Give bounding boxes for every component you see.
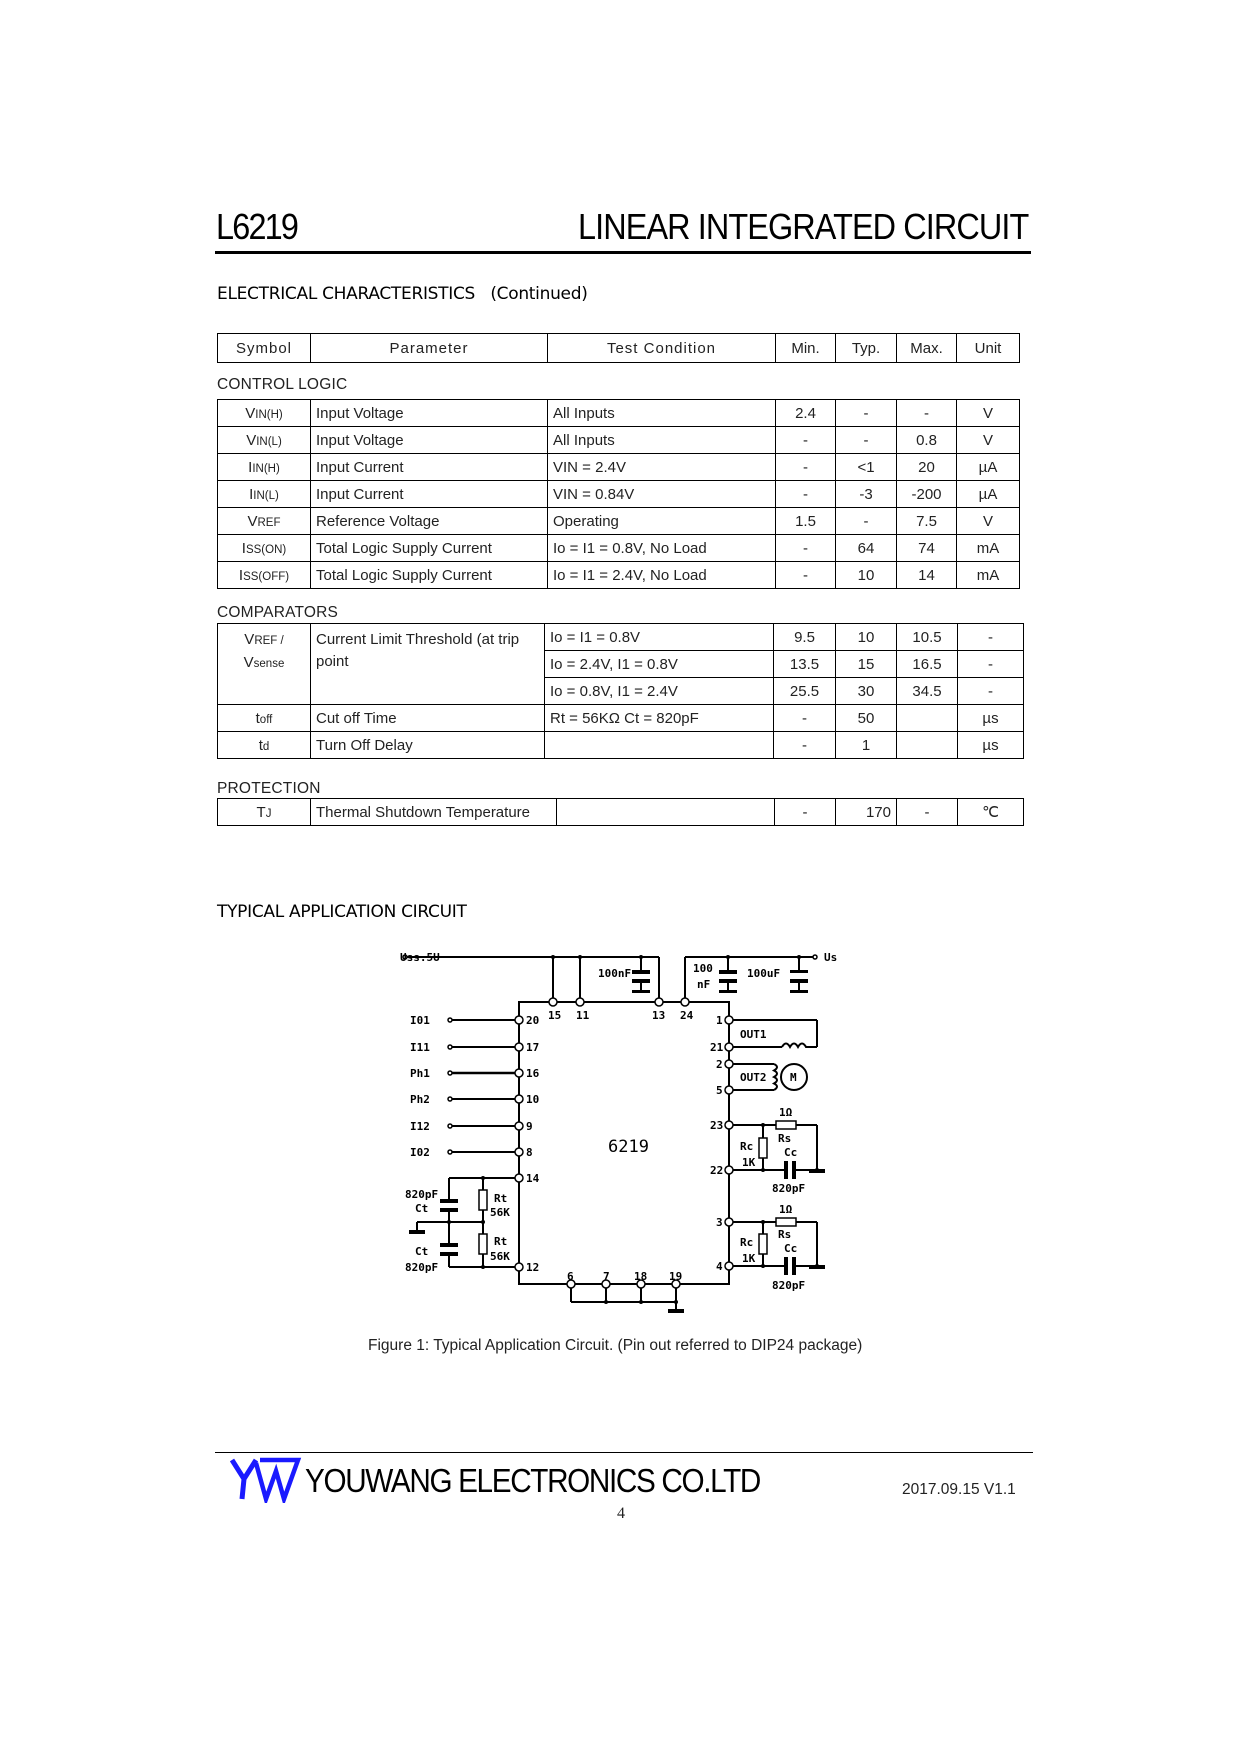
parameter-cell: Input Current <box>311 454 548 481</box>
min-cell: 25.5 <box>774 678 836 705</box>
parameter-cell: Input Current <box>311 481 548 508</box>
min-cell: - <box>774 705 836 732</box>
unit-cell: - <box>958 624 1024 651</box>
min-cell: - <box>776 427 836 454</box>
condition-cell: VIN = 0.84V <box>548 481 776 508</box>
pin-number: 7 <box>603 1270 610 1283</box>
rt-label: Rt <box>494 1235 508 1248</box>
unit-cell: - <box>958 678 1024 705</box>
ct-value-label: 820pF <box>405 1188 439 1201</box>
typ-cell: - <box>836 508 897 535</box>
parameter-cell: Reference Voltage <box>311 508 548 535</box>
max-cell: - <box>897 799 958 826</box>
symbol-cell: ISS(ON) <box>218 535 311 562</box>
rc-label: Rc <box>740 1140 754 1153</box>
pin-number: 3 <box>716 1216 723 1229</box>
col-parameter: Parameter <box>311 334 548 363</box>
min-cell: 13.5 <box>774 651 836 678</box>
section-title-application: TYPICAL APPLICATION CIRCUIT <box>217 902 467 922</box>
page-number: 4 <box>617 1505 625 1522</box>
unit-cell: µA <box>957 481 1020 508</box>
pin-number: 12 <box>526 1261 540 1274</box>
max-cell: 34.5 <box>897 678 958 705</box>
symbol-cell: VREF <box>218 508 311 535</box>
condition-cell: All Inputs <box>548 400 776 427</box>
typ-cell: -3 <box>836 481 897 508</box>
typ-cell: - <box>836 427 897 454</box>
pin-number: 2 <box>716 1058 723 1071</box>
input-label: I11 <box>410 1041 430 1054</box>
min-cell: - <box>776 562 836 589</box>
max-cell: -200 <box>897 481 957 508</box>
max-cell: 0.8 <box>897 427 957 454</box>
condition-cell: Operating <box>548 508 776 535</box>
typ-cell: 15 <box>836 651 897 678</box>
col-max: Max. <box>897 334 957 363</box>
unit-cell: mA <box>957 562 1020 589</box>
col-test-condition: Test Condition <box>548 334 776 363</box>
footer-rule <box>215 1452 1033 1453</box>
symbol-cell: toff <box>218 705 311 732</box>
parameter-cell: Total Logic Supply Current <box>311 535 548 562</box>
pin-number: 18 <box>634 1270 648 1283</box>
max-cell: - <box>897 400 957 427</box>
pin-number: 11 <box>576 1009 590 1022</box>
min-cell: 1.5 <box>776 508 836 535</box>
pin-number: 17 <box>526 1041 540 1054</box>
condition-cell: VIN = 2.4V <box>548 454 776 481</box>
supply-logic-label: Uss.5U <box>400 951 440 964</box>
symbol-cell: VREF / Vsense <box>218 624 311 705</box>
cap-100uf-label: 100uF <box>747 967 781 980</box>
typ-cell: 10 <box>836 562 897 589</box>
document-type-title: LINEAR INTEGRATED CIRCUIT <box>577 206 1028 247</box>
parameter-cell: Current Limit Threshold (at trip point <box>311 624 545 705</box>
min-cell: - <box>776 454 836 481</box>
rc-label: Rc <box>740 1236 754 1249</box>
ct-label: Ct <box>415 1202 429 1215</box>
max-cell: 10.5 <box>897 624 958 651</box>
input-label: Ph2 <box>410 1093 430 1106</box>
col-typ: Typ. <box>836 334 897 363</box>
rs-label: Rs <box>778 1132 792 1145</box>
rt-value-label: 56K <box>490 1250 510 1263</box>
min-cell: 2.4 <box>776 400 836 427</box>
max-cell: 14 <box>897 562 957 589</box>
pin-number: 22 <box>710 1164 724 1177</box>
parameter-cell: Thermal Shutdown Temperature <box>311 799 557 826</box>
typ-cell: 1 <box>836 732 897 759</box>
condition-cell: Rt = 56KΩ Ct = 820pF <box>545 705 774 732</box>
pin-number: 23 <box>710 1119 724 1132</box>
symbol-cell: VIN(L) <box>218 427 311 454</box>
unit-cell: - <box>958 651 1024 678</box>
max-cell: 20 <box>897 454 957 481</box>
col-unit: Unit <box>957 334 1020 363</box>
min-cell: - <box>774 732 836 759</box>
parameter-cell: Turn Off Delay <box>311 732 545 759</box>
input-label: Ph1 <box>410 1067 430 1080</box>
max-cell: 74 <box>897 535 957 562</box>
rs-label: Rs <box>778 1228 792 1241</box>
min-cell: - <box>775 799 836 826</box>
group-label-control-logic: CONTROL LOGIC <box>217 376 348 393</box>
unit-cell: V <box>957 427 1020 454</box>
typ-cell: - <box>836 400 897 427</box>
max-cell: 16.5 <box>897 651 958 678</box>
symbol-cell: IIN(H) <box>218 454 311 481</box>
condition-cell: Io = I1 = 0.8V, No Load <box>548 535 776 562</box>
pin-number: 4 <box>716 1260 723 1273</box>
col-min: Min. <box>776 334 836 363</box>
symbol-cell: td <box>218 732 311 759</box>
symbol-cell: TJ <box>218 799 311 826</box>
pin-number: 5 <box>716 1084 723 1097</box>
input-label: I12 <box>410 1120 430 1133</box>
pin-number: 14 <box>526 1172 540 1185</box>
figure-caption: Figure 1: Typical Application Circuit. (Pin out referred to DIP24 package) <box>368 1337 863 1354</box>
col-symbol: Symbol <box>218 334 311 363</box>
pin-number: 9 <box>526 1120 533 1133</box>
unit-cell: µs <box>958 732 1024 759</box>
symbol-cell: IIN(L) <box>218 481 311 508</box>
typ-cell: 50 <box>836 705 897 732</box>
typ-cell: 10 <box>836 624 897 651</box>
typ-cell: <1 <box>836 454 897 481</box>
motor-icon: M <box>790 1071 797 1084</box>
part-number: L6219 <box>216 206 298 247</box>
parameter-cell: Input Voltage <box>311 400 548 427</box>
chip-label: 6219 <box>608 1137 649 1157</box>
unit-cell: µs <box>958 705 1024 732</box>
pin-markers <box>403 955 817 1288</box>
pin-number: 19 <box>669 1270 683 1283</box>
pin-number: 24 <box>680 1009 694 1022</box>
pin-number: 16 <box>526 1067 540 1080</box>
unit-cell: V <box>957 400 1020 427</box>
pin-number: 13 <box>652 1009 666 1022</box>
condition-cell: All Inputs <box>548 427 776 454</box>
pin-number: 15 <box>548 1009 562 1022</box>
unit-cell: mA <box>957 535 1020 562</box>
cap-100nf-label: 100nF <box>598 967 632 980</box>
min-cell: 9.5 <box>774 624 836 651</box>
cap-100nf-2-label-line1: 100 <box>693 962 713 975</box>
condition-cell: Io = I1 = 0.8V <box>545 624 774 651</box>
pin-number: 21 <box>710 1041 724 1054</box>
group-label-protection: PROTECTION <box>217 780 321 797</box>
parameter-cell: Total Logic Supply Current <box>311 562 548 589</box>
typ-cell: 64 <box>836 535 897 562</box>
typ-cell: 30 <box>836 678 897 705</box>
unit-cell: V <box>957 508 1020 535</box>
cc-label: Cc <box>784 1242 798 1255</box>
input-label: I02 <box>410 1146 430 1159</box>
min-cell: - <box>776 481 836 508</box>
pin-number: 8 <box>526 1146 533 1159</box>
pin-number: 20 <box>526 1014 540 1027</box>
symbol-cell: ISS(OFF) <box>218 562 311 589</box>
unit-cell: µA <box>957 454 1020 481</box>
symbol-cell: VIN(H) <box>218 400 311 427</box>
rt-label: Rt <box>494 1192 508 1205</box>
parameter-cell: Input Voltage <box>311 427 548 454</box>
rc-value-label: 1K <box>742 1252 756 1265</box>
out2-label: OUT2 <box>740 1071 767 1084</box>
unit-cell: ℃ <box>958 799 1024 826</box>
rs-value-label: 1Ω <box>779 1106 793 1119</box>
condition-cell: Io = I1 = 2.4V, No Load <box>548 562 776 589</box>
rt-value-label: 56K <box>490 1206 510 1219</box>
condition-cell: Io = 0.8V, I1 = 2.4V <box>545 678 774 705</box>
date-version: 2017.09.15 V1.1 <box>902 1481 1016 1498</box>
cap-100nf-2-label-line2: nF <box>697 978 711 991</box>
ct-label: Ct <box>415 1245 429 1258</box>
cc-value-label: 820pF <box>772 1182 806 1195</box>
section-title-electrical: ELECTRICAL CHARACTERISTICS (Continued) <box>217 284 588 304</box>
company-logo-icon <box>230 1457 302 1503</box>
ct-value-label: 820pF <box>405 1261 439 1274</box>
cc-value-label: 820pF <box>772 1279 806 1292</box>
typ-cell: 170 <box>836 799 897 826</box>
rc-value-label: 1K <box>742 1156 756 1169</box>
company-name: YOUWANG ELECTRONICS CO.LTD <box>305 1462 761 1499</box>
rs-value-label: 1Ω <box>779 1203 793 1216</box>
max-cell: 7.5 <box>897 508 957 535</box>
condition-cell: Io = 2.4V, I1 = 0.8V <box>545 651 774 678</box>
cc-label: Cc <box>784 1146 798 1159</box>
supply-motor-label: Us <box>824 951 838 964</box>
pin-number: 1 <box>716 1014 723 1027</box>
pin-number: 6 <box>567 1270 574 1283</box>
parameter-cell: Cut off Time <box>311 705 545 732</box>
out1-label: OUT1 <box>740 1028 767 1041</box>
input-label: I01 <box>410 1014 430 1027</box>
min-cell: - <box>776 535 836 562</box>
pin-number: 10 <box>526 1093 540 1106</box>
group-label-comparators: COMPARATORS <box>217 604 339 621</box>
